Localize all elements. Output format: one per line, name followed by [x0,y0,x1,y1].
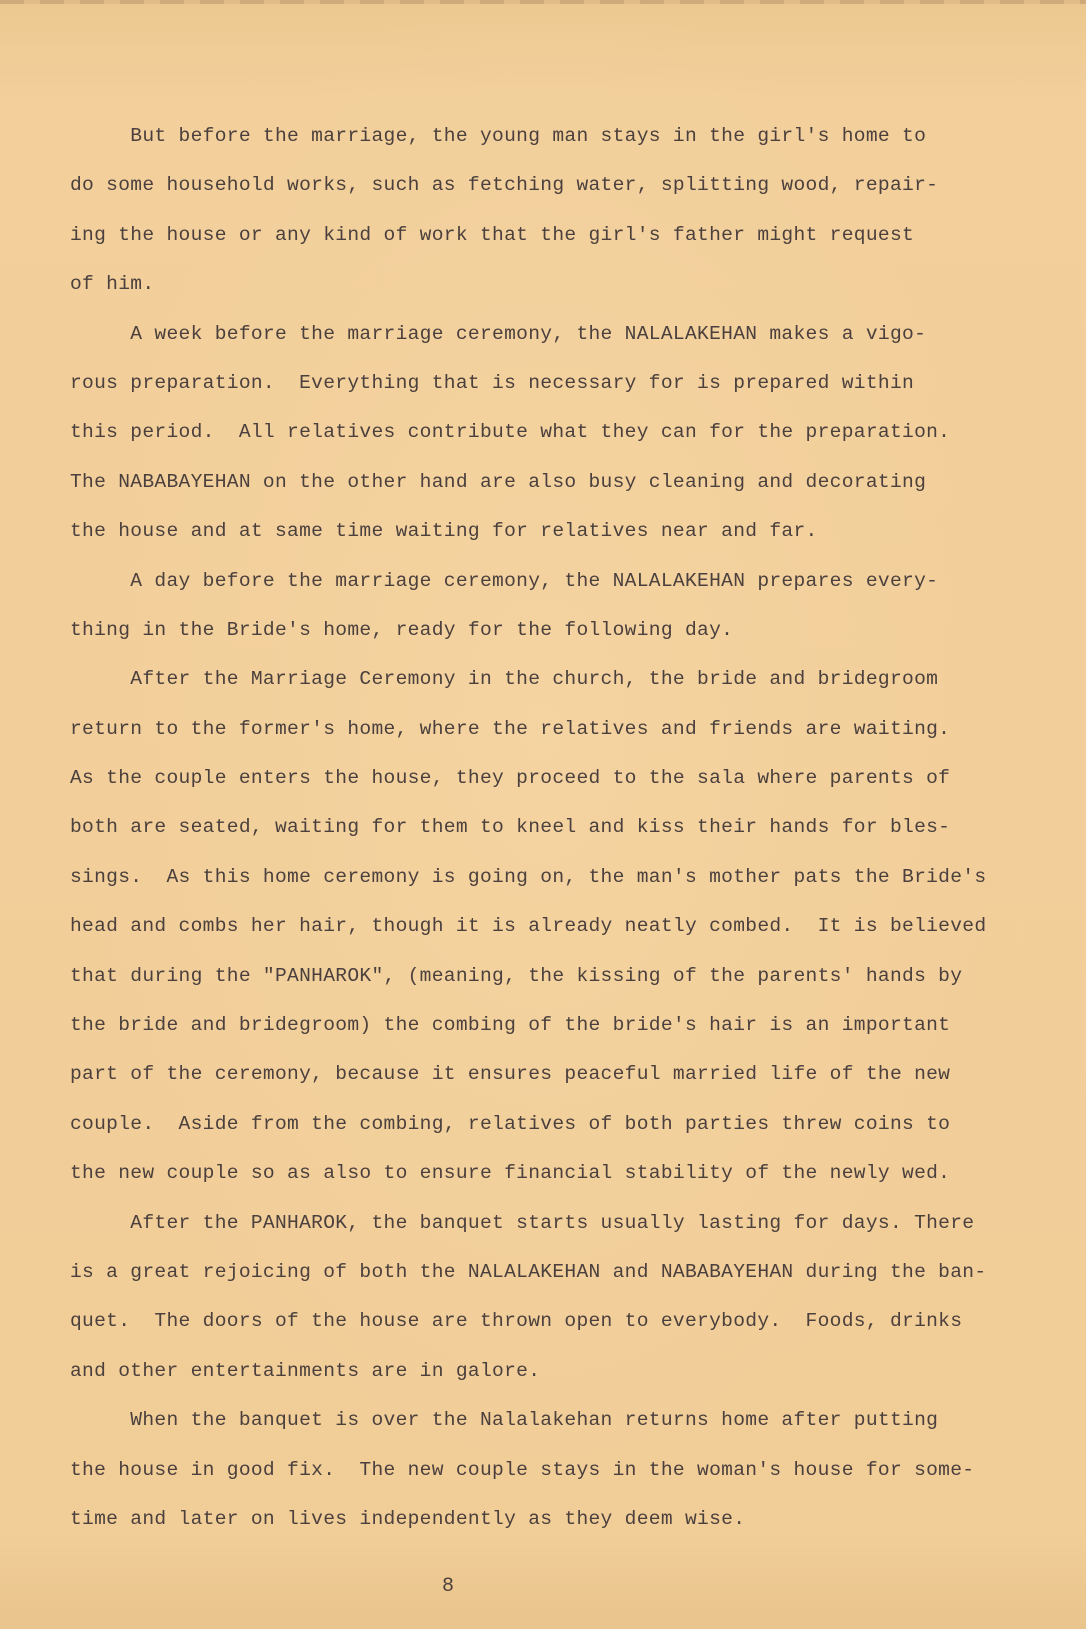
text-line: both are seated, waiting for them to kneel and kiss their hands for bles- [70,816,951,839]
text-line: A day before the marriage ceremony, the NALALAKEHAN prepares every- [70,569,939,592]
text-line: do some household works, such as fetching water, splitting wood, repair- [70,174,939,197]
text-line: part of the ceremony, because it ensures peaceful married life of the new [70,1063,951,1086]
text-line: time and later on lives independently as they deem wise. [70,1507,746,1530]
text-line: the new couple so as also to ensure financial stability of the newly wed. [70,1162,951,1185]
text-line: quet. The doors of the house are thrown open to everybody. Foods, drinks [70,1310,963,1333]
text-line: As the couple enters the house, they proceed to the sala where parents of [70,767,951,790]
text-line: thing in the Bride's home, ready for the following day. [70,618,734,641]
text-line: the bride and bridegroom) the combing of the bride's hair is an important [70,1014,951,1037]
text-line: the house in good fix. The new couple stays in the woman's house for some- [70,1458,975,1481]
text-line: is a great rejoicing of both the NALALAKEHAN and NABABAYEHAN during the ban- [70,1260,987,1283]
text-line: rous preparation. Everything that is necessary for is prepared within [70,371,915,394]
text-line: the house and at same time waiting for relatives near and far. [70,520,818,543]
text-line: and other entertainments are in galore. [70,1359,541,1382]
text-line: When the banquet is over the Nalalakehan returns home after putting [70,1409,939,1432]
typewritten-text [70,112,1030,1544]
text-line: of him. [70,273,155,296]
page-number: 8 [442,1575,455,1598]
text-line: After the Marriage Ceremony in the church, the bride and bridegroom [70,668,939,691]
text-line: return to the former's home, where the relatives and friends are waiting. [70,717,951,740]
page-top-edge [0,0,1086,4]
text-line: head and combs her hair, though it is already neatly combed. It is believed [70,915,987,938]
text-line: But before the marriage, the young man stays in the girl's home to [70,125,927,147]
text-line: ing the house or any kind of work that the girl's father might request [70,223,915,246]
text-line: sings. As this home ceremony is going on, the man's mother pats the Bride's [70,865,987,888]
text-line: The NABABAYEHAN on the other hand are also busy cleaning and decorating [70,470,927,493]
text-line: A week before the marriage ceremony, the NALALAKEHAN makes a vigo- [70,322,927,345]
text-line: couple. Aside from the combing, relatives of both parties threw coins to [70,1112,951,1135]
text-line: this period. All relatives contribute what they can for the preparation. [70,421,951,444]
text-line: that during the "PANHAROK", (meaning, the kissing of the parents' hands by [70,964,963,987]
text-line: After the PANHAROK, the banquet starts usually lasting for days. There [70,1211,975,1234]
